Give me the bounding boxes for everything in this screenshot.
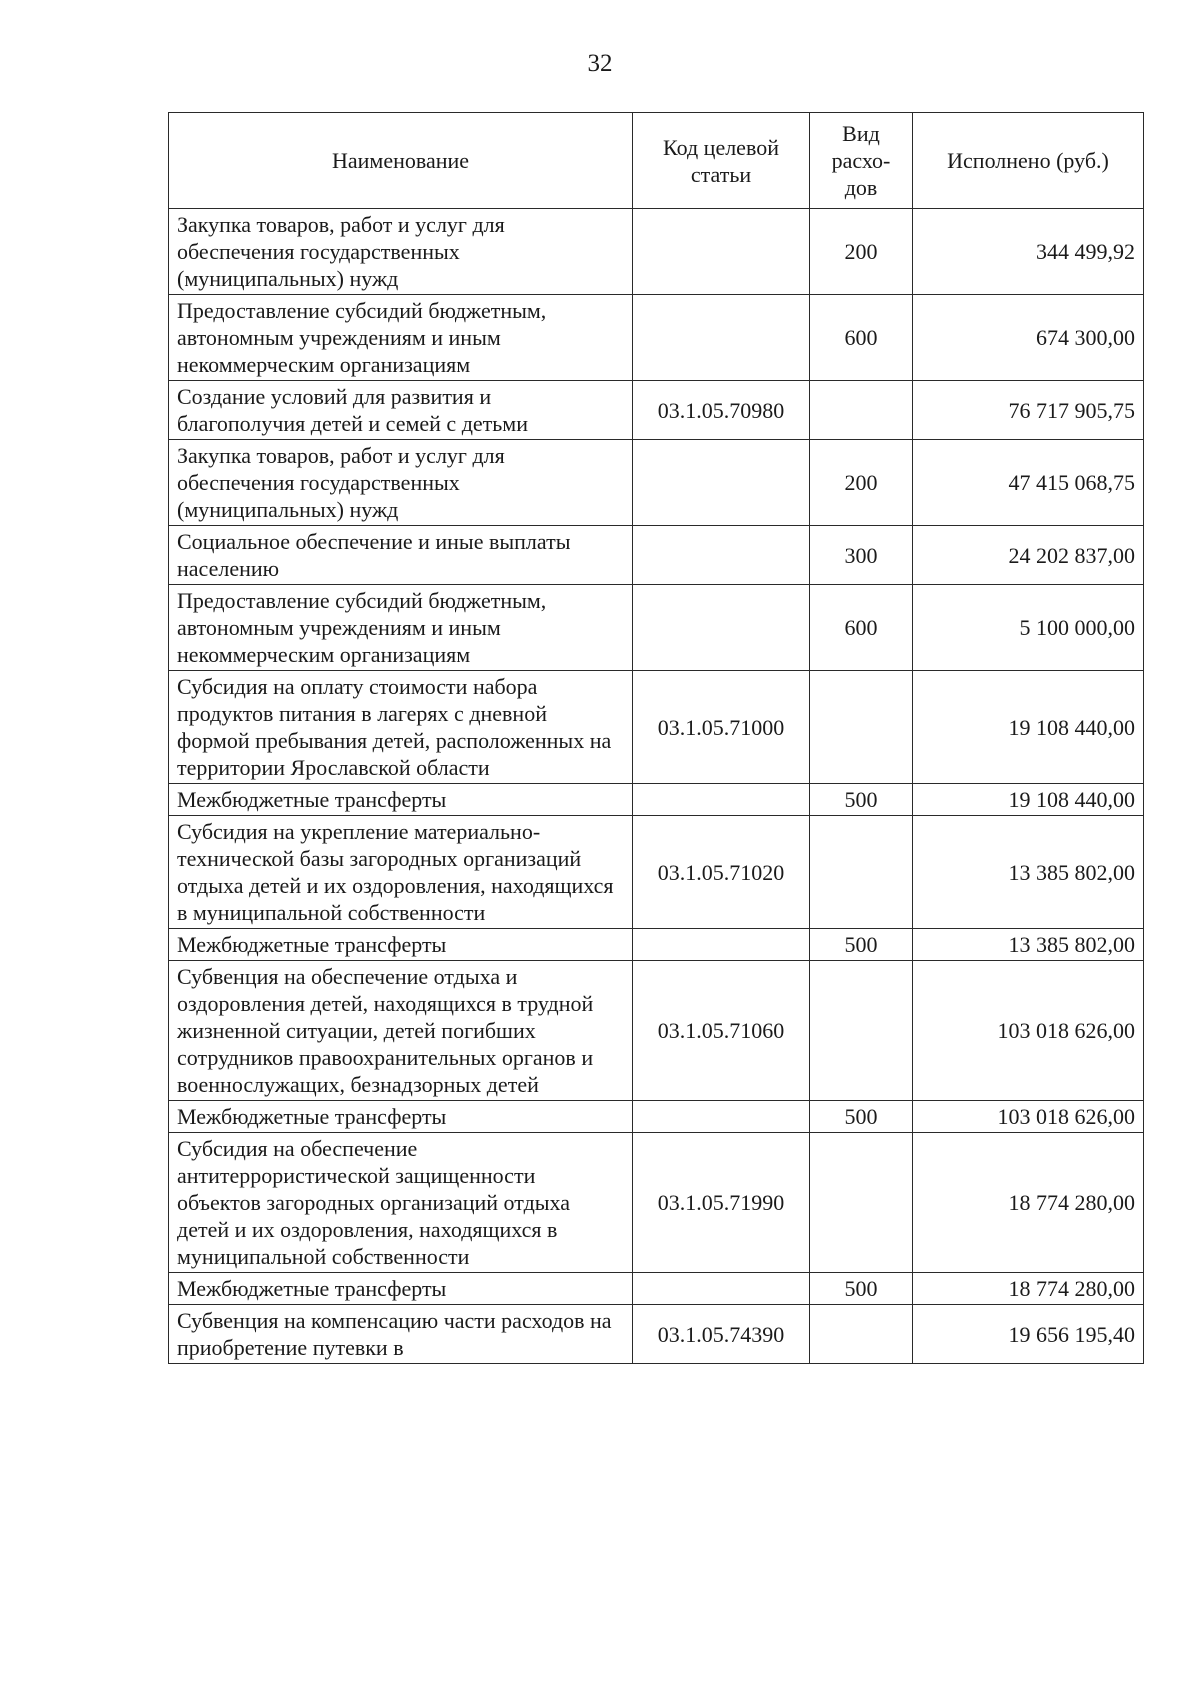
table-header-row (169, 113, 1144, 209)
row-kind: 200 (810, 440, 913, 526)
row-code (633, 295, 810, 381)
row-name: Предоставление субсидий бюджетным, автономным учреждениям и иным некоммерческим организациям (169, 295, 633, 381)
row-code (633, 209, 810, 295)
row-kind (810, 671, 913, 784)
row-code: 03.1.05.70980 (633, 381, 810, 440)
row-code: 03.1.05.71020 (633, 816, 810, 929)
row-name: Субсидия на оплату стоимости набора продуктов питания в лагерях с дневной формой пребывания детей, расположенных на территории Ярославской области (169, 671, 633, 784)
row-code (633, 784, 810, 816)
row-name: Межбюджетные трансферты (169, 1101, 633, 1133)
row-kind: 500 (810, 929, 913, 961)
row-name: Предоставление субсидий бюджетным, автономным учреждениям и иным некоммерческим организациям (169, 585, 633, 671)
row-code (633, 929, 810, 961)
row-name: Межбюджетные трансферты (169, 929, 633, 961)
table-row (169, 209, 1144, 295)
row-sum: 19 656 195,40 (913, 1305, 1144, 1364)
row-sum: 18 774 280,00 (913, 1133, 1144, 1273)
row-code (633, 1273, 810, 1305)
row-code (633, 526, 810, 585)
table-row (169, 929, 1144, 961)
row-name: Субсидия на обеспечение антитеррористической защищенности объектов загородных организаций отдыха детей и их оздоровления, находящихся в муниципальной собственности (169, 1133, 633, 1273)
row-kind (810, 381, 913, 440)
row-sum: 5 100 000,00 (913, 585, 1144, 671)
table-row (169, 1273, 1144, 1305)
table-row (169, 440, 1144, 526)
header-name: Наименование (169, 113, 633, 209)
row-kind (810, 1133, 913, 1273)
row-name: Субсидия на укрепление материально-технической базы загородных организаций отдыха детей и их оздоровления, находящихся в муниципальной собственности (169, 816, 633, 929)
row-name: Закупка товаров, работ и услуг для обеспечения государственных (муниципальных) нужд (169, 440, 633, 526)
row-name: Создание условий для развития и благополучия детей и семей с детьми (169, 381, 633, 440)
row-kind: 500 (810, 1273, 913, 1305)
table-row (169, 295, 1144, 381)
row-code: 03.1.05.74390 (633, 1305, 810, 1364)
table-row (169, 585, 1144, 671)
table-body (169, 209, 1144, 1364)
row-name: Закупка товаров, работ и услуг для обеспечения государственных (муниципальных) нужд (169, 209, 633, 295)
row-name: Межбюджетные трансферты (169, 784, 633, 816)
row-sum: 76 717 905,75 (913, 381, 1144, 440)
row-name: Межбюджетные трансферты (169, 1273, 633, 1305)
table-row (169, 1101, 1144, 1133)
header-sum: Исполнено (руб.) (913, 113, 1144, 209)
header-kind: Вид расхо-дов (810, 113, 913, 209)
table-row (169, 1133, 1144, 1273)
row-code (633, 440, 810, 526)
table-row (169, 671, 1144, 784)
table-row (169, 816, 1144, 929)
row-name: Субвенция на обеспечение отдыха и оздоровления детей, находящихся в трудной жизненной ситуации, детей погибших сотрудников правоохранительных органов и военнослужащих, безнадзорных детей (169, 961, 633, 1101)
row-kind: 600 (810, 585, 913, 671)
row-name: Социальное обеспечение и иные выплаты населению (169, 526, 633, 585)
table-row (169, 784, 1144, 816)
budget-table (168, 112, 1144, 1364)
row-code: 03.1.05.71000 (633, 671, 810, 784)
row-code (633, 585, 810, 671)
row-kind (810, 1305, 913, 1364)
page-number: 32 (587, 50, 613, 77)
row-sum: 24 202 837,00 (913, 526, 1144, 585)
row-sum: 674 300,00 (913, 295, 1144, 381)
row-code (633, 1101, 810, 1133)
row-kind: 300 (810, 526, 913, 585)
row-code: 03.1.05.71060 (633, 961, 810, 1101)
row-kind (810, 816, 913, 929)
table-row (169, 526, 1144, 585)
row-sum: 47 415 068,75 (913, 440, 1144, 526)
row-sum: 103 018 626,00 (913, 1101, 1144, 1133)
table-row (169, 1305, 1144, 1364)
row-sum: 13 385 802,00 (913, 816, 1144, 929)
row-kind: 200 (810, 209, 913, 295)
row-sum: 13 385 802,00 (913, 929, 1144, 961)
row-sum: 18 774 280,00 (913, 1273, 1144, 1305)
row-sum: 344 499,92 (913, 209, 1144, 295)
table-row (169, 961, 1144, 1101)
row-sum: 103 018 626,00 (913, 961, 1144, 1101)
row-kind (810, 961, 913, 1101)
row-name: Субвенция на компенсацию части расходов на приобретение путевки в (169, 1305, 633, 1364)
row-code: 03.1.05.71990 (633, 1133, 810, 1273)
row-kind: 500 (810, 1101, 913, 1133)
row-kind: 600 (810, 295, 913, 381)
row-sum: 19 108 440,00 (913, 784, 1144, 816)
table-row (169, 381, 1144, 440)
row-sum: 19 108 440,00 (913, 671, 1144, 784)
row-kind: 500 (810, 784, 913, 816)
header-code: Код целевой статьи (633, 113, 810, 209)
